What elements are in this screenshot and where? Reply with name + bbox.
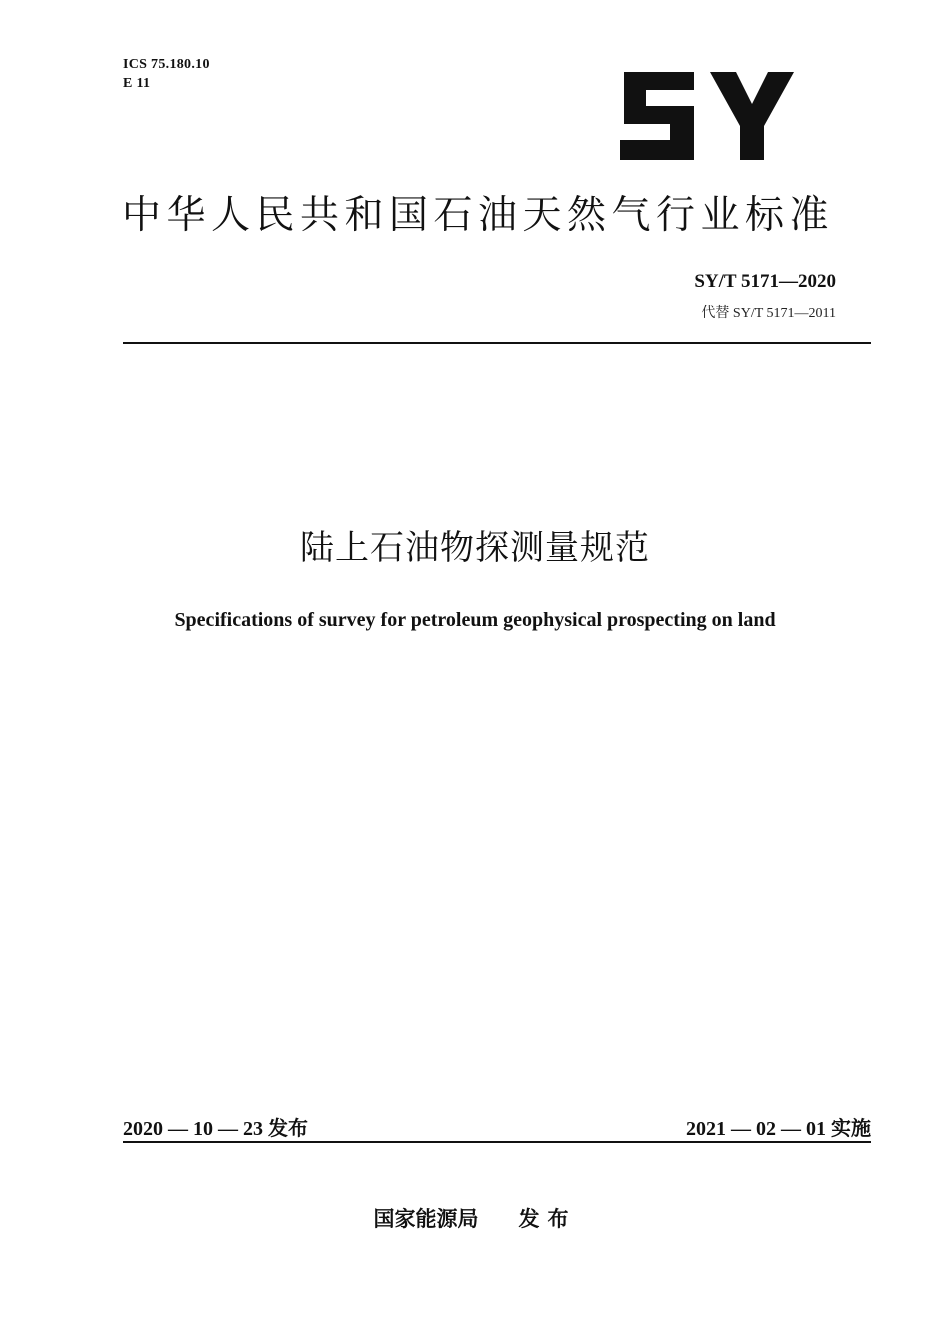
footer-divider xyxy=(123,1141,871,1143)
issue-date: 2020 — 10 — 23 发布 xyxy=(123,1118,308,1140)
ics-code: ICS 75.180.10 xyxy=(123,57,210,72)
issuer-action: 发布 xyxy=(518,1207,577,1231)
document-title-chinese: 陆上石油物探测量规范 xyxy=(300,528,650,568)
issuer-line xyxy=(0,1203,950,1233)
sy-logo xyxy=(616,68,796,164)
header-divider xyxy=(123,342,871,344)
document-title-english: Specifications of survey for petroleum geophysical prospecting on land xyxy=(174,609,776,631)
standard-number: SY/T 5171—2020 xyxy=(694,271,836,292)
industry-standard-title: 中华人民共和国石油天然气行业标准 xyxy=(122,193,835,238)
ccs-code: E 11 xyxy=(123,76,151,91)
issuer-name: 国家能源局 xyxy=(373,1207,479,1231)
effective-date: 2021 — 02 — 01 实施 xyxy=(686,1118,871,1140)
replaces-standard: 代替 SY/T 5171—2011 xyxy=(701,306,836,321)
